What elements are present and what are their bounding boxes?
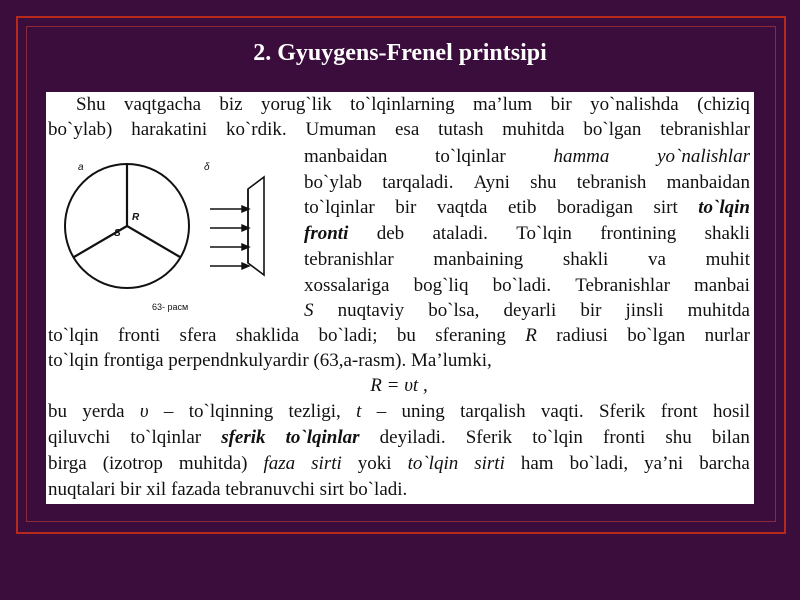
word: S [304,300,314,321]
word: bo`lgan [627,325,686,346]
word: birga [48,453,87,474]
text-line-12 [48,399,750,424]
text-line-2 [48,117,750,142]
word: manbaidan [304,146,388,167]
word: biz [219,94,243,115]
word: shu [530,172,557,193]
word: barcha [699,453,750,474]
word: hamma [553,146,610,167]
word: boradigan [556,197,633,218]
word: xossalariga [304,275,390,296]
word: esa [395,119,420,140]
word: vaqtgacha [123,94,201,115]
wave-front-diagram [52,149,296,311]
word: Sferik [598,401,646,422]
word: (izotrop [102,453,163,474]
document-page [46,92,754,504]
word: deb [376,223,405,244]
word: muhitda [502,119,565,140]
word: to`lqinlar [435,146,506,167]
word: shakli [704,223,750,244]
word: t [356,401,362,422]
word: tebranish [576,172,647,193]
text-line-8 [304,273,750,298]
word: sferaning [435,325,506,346]
word: bilan [711,427,750,448]
text-line-7 [304,247,750,272]
word: Sferik [465,427,513,448]
word: ham [520,453,554,474]
figure-63 [52,149,296,311]
formula-line [48,373,750,398]
text-line-6 [304,221,750,246]
word: jinsli [625,300,664,321]
word: bo`ylab [304,172,363,193]
word: bu [48,401,67,422]
word: to`lqinlar [130,427,202,448]
word: manbaining [433,249,524,270]
word: vaqtda [436,197,488,218]
word: muhitda [687,300,750,321]
word: yorug`lik [261,94,332,115]
word: manbai [694,275,750,296]
figure-label-S: S [114,228,121,239]
word: sirti [311,453,342,474]
text-line-10 [48,323,750,348]
word: bo`ylab) [48,119,113,140]
word: bog`liq [413,275,469,296]
word: tutash [438,119,484,140]
word: bo`ladi, [569,453,629,474]
word: sirt [653,197,678,218]
text-line-4 [304,170,750,195]
word: vaqti. [540,401,584,422]
figure-caption: 63- расм [152,302,189,312]
figure-label-a: a [78,162,84,173]
text-line-1 [76,92,750,117]
word: muhitda) [178,453,248,474]
word: to`lqin [48,325,99,346]
word: va [647,249,666,270]
word: bir [395,197,417,218]
text-line-5 [304,195,750,220]
word: radiusi [556,325,608,346]
word: faza [263,453,296,474]
word: deyarli [503,300,557,321]
word: deyiladi. [379,427,446,448]
figure-label-b: δ [204,162,210,173]
word: bo`ladi. [492,275,552,296]
word: hosil [713,401,750,422]
figure-label-R: R [132,212,140,223]
word: sirti [474,453,505,474]
word: ataladi. [432,223,488,244]
word: To`lqin [516,223,572,244]
word: fronti [118,325,161,346]
word: Umuman [305,119,377,140]
word: bir [580,300,602,321]
text-line-14 [48,451,750,476]
word: (chiziq [697,94,750,115]
word: to`lqinning [188,401,274,422]
word: uning [401,401,445,422]
word: bo`lsa, [428,300,480,321]
formula: R = υt , [370,375,428,396]
word: shakli [562,249,609,270]
word: frontining [600,223,677,244]
word: υ [139,401,149,422]
word: qiluvchi [48,427,111,448]
word: ko`rdik. [225,119,287,140]
word: to`lqin [407,453,459,474]
word: to`lqinlar [304,197,375,218]
word: to`lqin [532,427,583,448]
text-line-13 [48,425,750,450]
text-segment: nuqtalari bir xil fazada tebranuvchi sirt bo`ladi. [48,479,408,500]
word: yo`nalishda [590,94,679,115]
word: Shu [76,94,106,115]
word: manbaidan [666,172,750,193]
word: shu [665,427,692,448]
word: tezligi, [288,401,341,422]
word: ma’lum [473,94,533,115]
slide-title: 2. Gyuygens-Frenel printsipi [253,40,547,66]
word: tarqaladi. [382,172,454,193]
word: etib [507,197,537,218]
word: bo`ladi; [318,325,378,346]
word: sfera [179,325,217,346]
word: nuqtaviy [337,300,405,321]
word: tebranishlar [660,119,750,140]
word: – [376,401,387,422]
word: shaklida [235,325,300,346]
word: harakatini [131,119,208,140]
word: bu [396,325,416,346]
word: to`lqinlarning [350,94,455,115]
text-segment: to`lqin frontiga perpendnkulyardir (63,a-rasm). Ma’lumki, [48,350,492,371]
word: – [163,401,174,422]
word: to`lqin [698,197,750,218]
word: Ayni [473,172,510,193]
word: Tebranishlar [575,275,670,296]
word: nurlar [704,325,750,346]
word: tebranishlar [304,249,394,270]
word: yoki [357,453,392,474]
word: ya’ni [644,453,684,474]
word: yo`nalishlar [657,146,750,167]
word: fronti [304,223,349,244]
text-line-3 [304,144,750,169]
word: bo`lgan [583,119,642,140]
word: yerda [82,401,125,422]
word: sferik [221,427,266,448]
word: front [660,401,698,422]
word: fronti [603,427,646,448]
word: tarqalish [460,401,526,422]
word: bir [550,94,572,115]
word: to`lqinlar [285,427,360,448]
word: muhit [705,249,750,270]
text-line-9 [304,298,750,323]
text-line-15 [48,477,750,502]
text-line-11 [48,348,750,373]
word: R [525,325,537,346]
